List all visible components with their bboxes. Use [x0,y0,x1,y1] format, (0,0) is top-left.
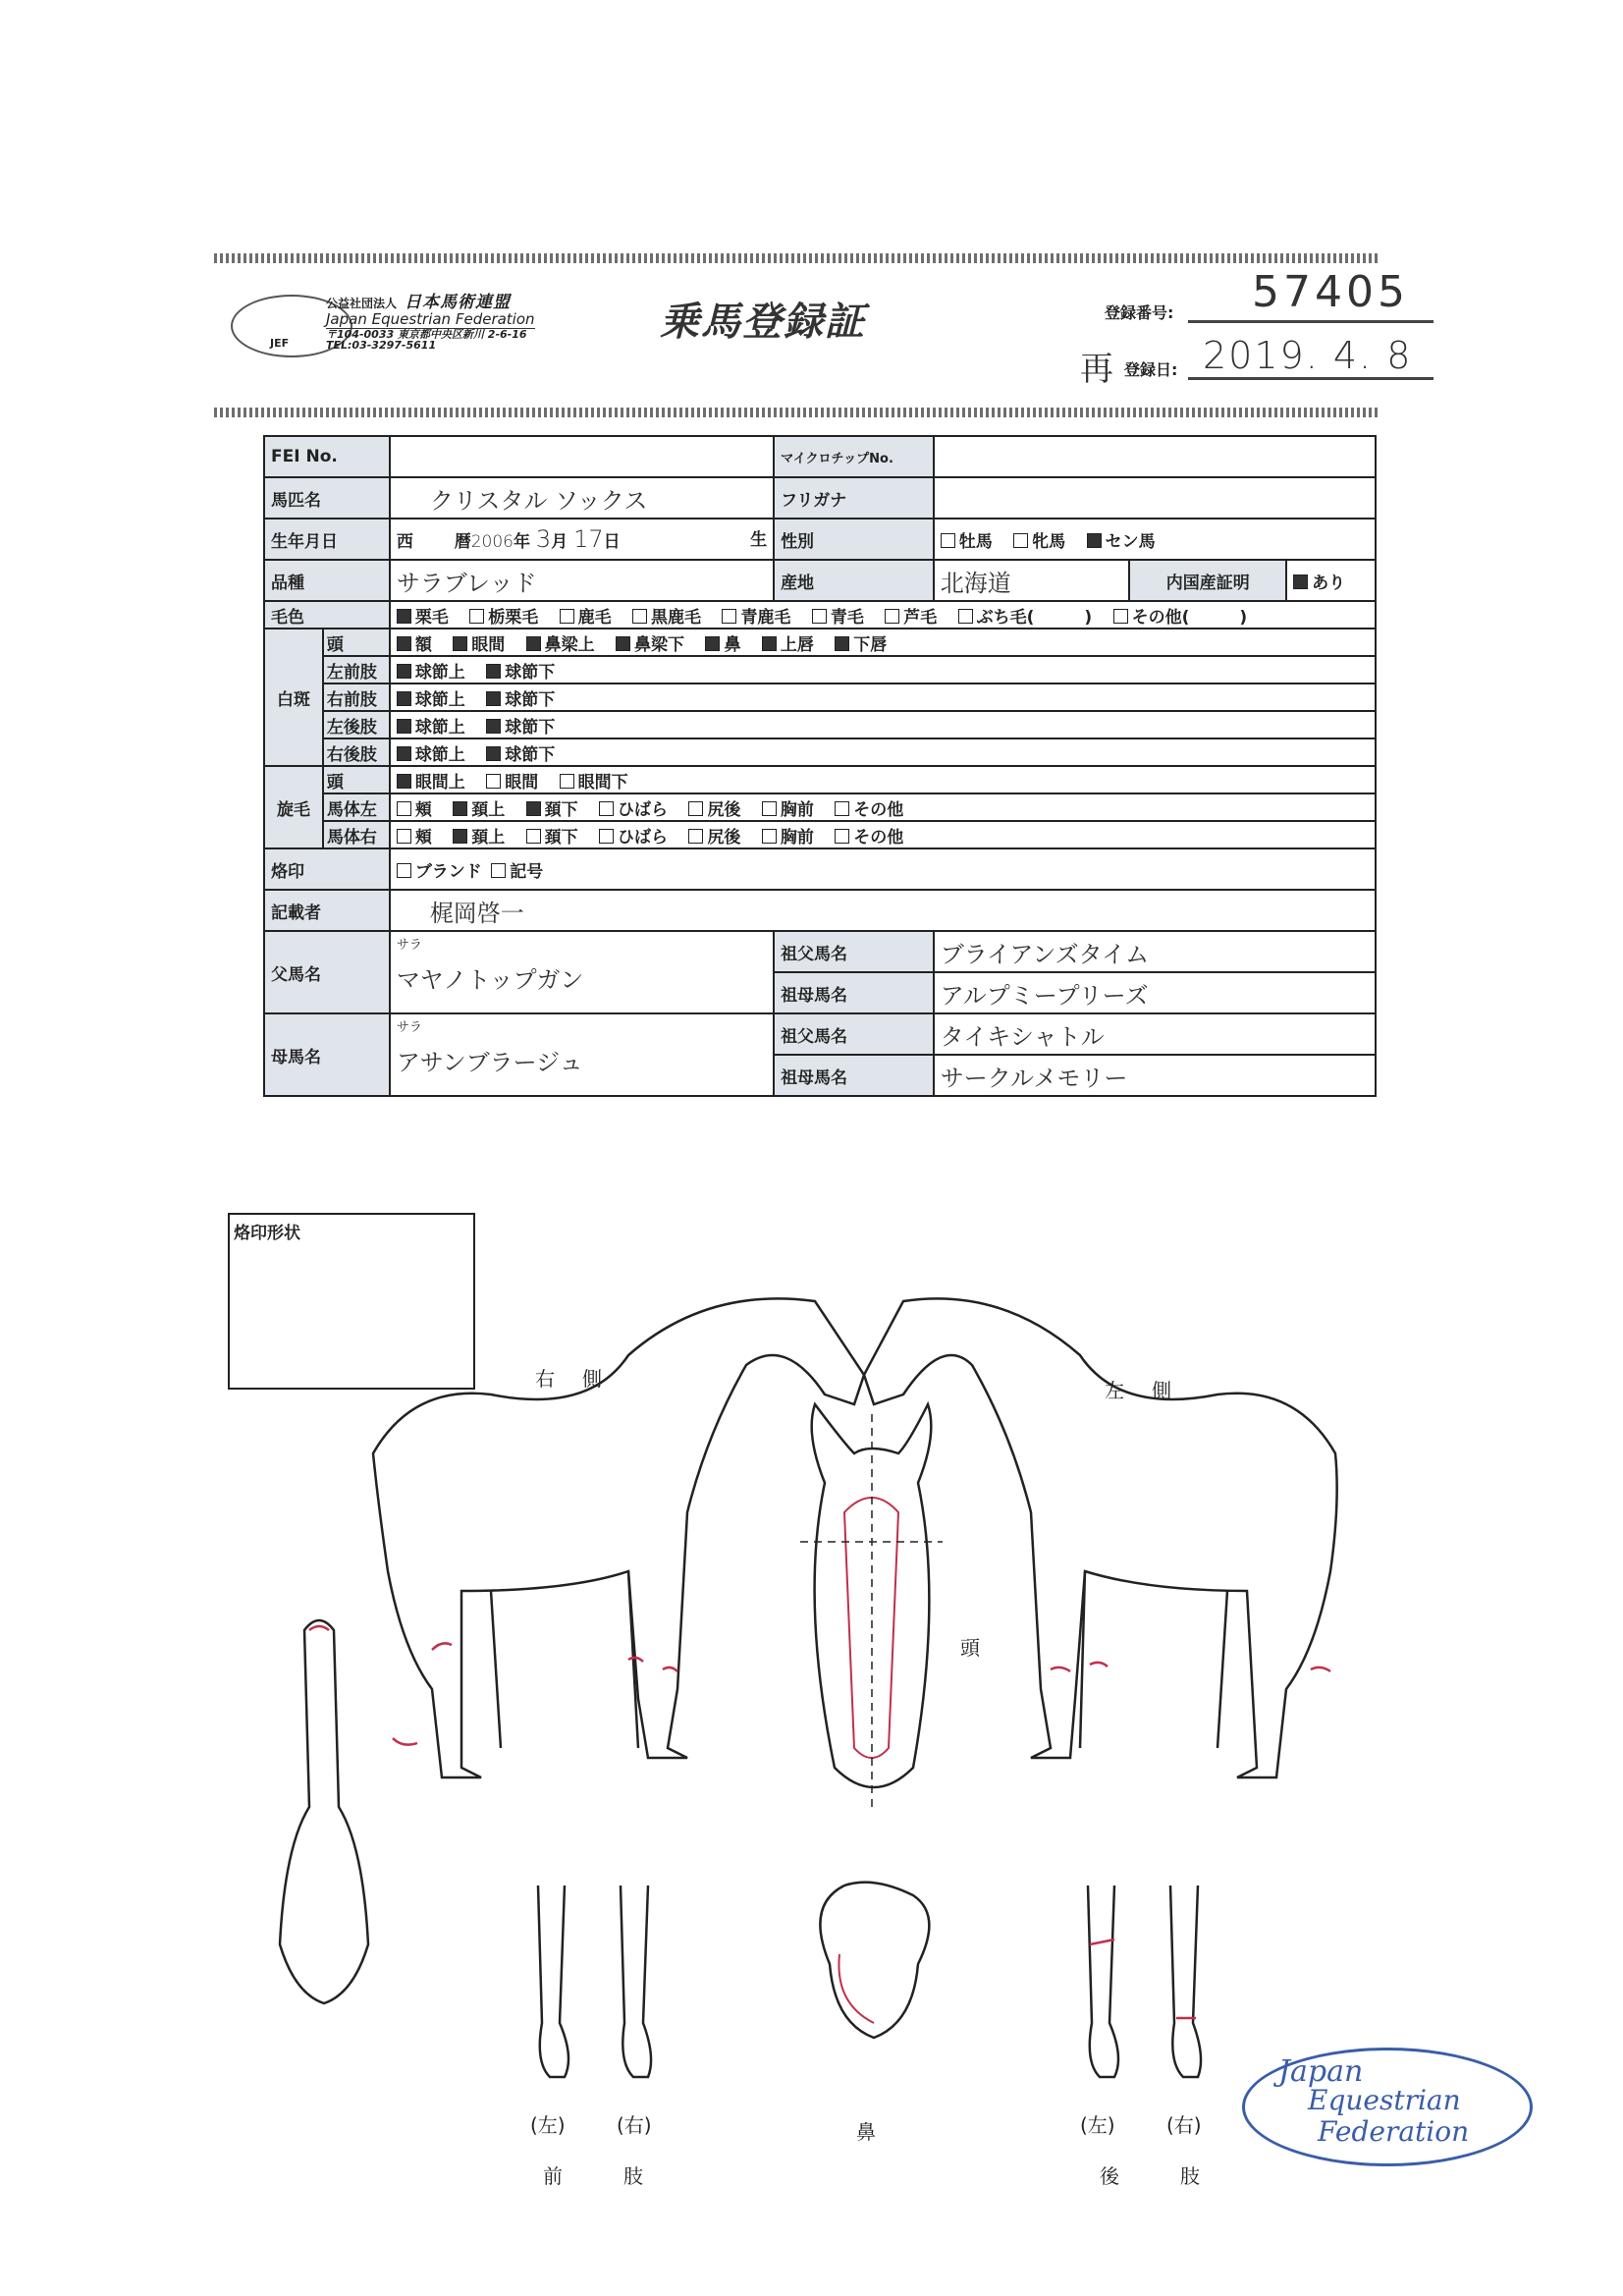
brand-option[interactable] [491,862,543,882]
nose-view-icon [820,1883,929,2038]
option-label: その他( ) [1131,607,1248,628]
option-label: 頬 [414,799,432,820]
hindlimbs-icon [1088,1886,1201,2077]
brand-shape-label: 烙印形状 [234,1224,300,1243]
recorder-value[interactable]: 梶岡啓一 [390,890,1376,931]
dam-grandsire-value[interactable]: タイキシャトル [934,1013,1376,1055]
whorl-left-options [390,793,1376,821]
year-unit: 年 [514,532,530,552]
fore-left-label: (左) [530,2113,566,2137]
checkbox-icon [958,609,973,624]
coat-option[interactable] [1113,608,1248,628]
option-label: 額 [414,634,432,655]
reg-date-label: 登録日: [1124,360,1178,379]
coat-label: 毛色 [264,601,390,629]
checkbox-checked-icon [486,719,501,734]
jef-stamp [1242,2048,1533,2166]
row-white-head [264,629,1376,656]
row-whorl-left [264,793,1376,821]
reg-number-underline [1188,320,1434,323]
checkbox-checked-icon [705,636,720,651]
checkbox-checked-icon [486,664,501,679]
whorl-option[interactable] [688,828,740,847]
option-label: ひばら [618,827,669,847]
checkbox-icon [491,863,506,878]
option-label: 鹿毛 [577,607,612,628]
coat-option[interactable] [812,608,864,628]
option-label: 栗毛 [414,607,449,628]
header-bottom-border [214,408,1378,417]
white-option[interactable] [762,635,814,655]
era-2: 暦 [454,532,471,552]
coat-option[interactable] [397,608,449,628]
domestic-cert-option[interactable] [1286,560,1376,601]
checkbox-icon [835,801,849,816]
right-side-label: 右側 [535,1367,629,1391]
whorl-option[interactable] [835,800,903,820]
coat-option[interactable] [560,608,612,628]
stamp-line-2: Equestrian [1308,2084,1461,2116]
forelimb-label: 前肢 [543,2164,704,2188]
row-name [264,477,1376,519]
coat-option[interactable] [885,608,937,628]
breed-value[interactable]: サラブレッド [390,560,774,601]
sire-granddam-value[interactable]: アルプミープリーズ [934,972,1376,1013]
row-dam-1 [264,1013,1376,1055]
whorl-option[interactable] [526,828,578,847]
option-label: あり [1312,573,1346,593]
option-label: その他 [853,827,904,847]
option-label: 青毛 [830,607,864,628]
checkbox-icon [397,829,411,844]
checkbox-checked-icon [453,636,467,651]
org-name-en: Japan Equestrian Federation [326,310,535,328]
checkbox-checked-icon [397,636,411,651]
origin-value[interactable]: 北海道 [934,560,1130,601]
white-option[interactable] [486,745,555,765]
option-label: 下唇 [853,634,888,655]
option-label: 球節上 [414,717,465,738]
brand-option[interactable] [397,862,482,882]
document-title: 乗馬登録証 [660,300,866,345]
whorl-option[interactable] [397,828,432,847]
checkbox-checked-icon [526,636,541,651]
furigana-value[interactable] [934,477,1376,519]
registration-form [263,435,1377,1097]
checkbox-checked-icon [397,719,411,734]
option-label: 眼間 [505,772,539,793]
checkbox-icon [722,609,736,624]
organization-block [326,295,535,351]
whorl-option[interactable] [486,773,538,793]
reg-number: 57405 [1252,267,1409,317]
option-label: 球節下 [505,689,556,710]
option-label: 青鹿毛 [740,607,791,628]
birth-day: 17 [573,525,604,553]
checkbox-icon [599,829,614,844]
whorl-option[interactable] [397,800,432,820]
coat-option[interactable] [722,608,790,628]
microchip-label: マイクロチップNo. [774,436,934,477]
row-birth [264,519,1376,560]
whorl-option[interactable] [688,800,740,820]
reg-date: 2019. 4. 8 [1203,334,1413,377]
checkbox-checked-icon [397,774,411,789]
birth-value[interactable] [390,519,774,560]
checkbox-checked-icon [762,636,777,651]
option-label: セン馬 [1105,531,1156,552]
option-label: 牡馬 [958,531,993,552]
checkbox-icon [1113,609,1128,624]
row-fei [264,436,1376,477]
row-white-left-fore [264,656,1376,683]
row-white-right-fore [264,683,1376,711]
whorl-option[interactable] [397,773,465,793]
coat-options [390,601,1376,629]
option-label: 黒鹿毛 [651,607,702,628]
checkbox-icon [560,609,574,624]
option-label: 尻後 [707,799,741,820]
furigana-label: フリガナ [774,477,934,519]
option-label: 鼻梁下 [634,634,685,655]
fore-right-label: (右) [617,2113,652,2137]
option-label: ぶち毛( ) [976,607,1093,628]
brand-options [390,848,1376,890]
row-recorder [264,890,1376,931]
checkbox-icon [941,533,955,548]
origin-label: 産地 [774,560,934,601]
breed-label: 品種 [264,560,390,601]
option-label: 上唇 [780,634,814,655]
org-tel: TEL:03-3297-5611 [326,339,437,352]
dam-name: アサンブラージュ [396,1049,583,1076]
sire-label: 父馬名 [264,931,390,1013]
birth-year: 2006 [470,532,514,552]
hind-right-label: (右) [1166,2113,1202,2137]
option-label: 頚下 [544,827,578,847]
sire-value-cell[interactable] [390,931,774,1013]
whorl-right-label: 馬体右 [323,821,390,848]
dam-grandsire-label: 祖父馬名 [774,1013,934,1055]
option-label: 鼻梁上 [544,634,595,655]
sire-name: マヤノトップガン [396,966,584,994]
sex-option-gelding[interactable] [1087,532,1156,552]
option-label: 芦毛 [903,607,938,628]
header-top-border [214,253,1378,263]
birth-label: 生年月日 [264,519,390,560]
whorl-option[interactable] [762,800,814,820]
org-name-ja: 日本馬術連盟 [405,293,512,312]
checkbox-icon [469,609,484,624]
coat-option[interactable] [469,608,538,628]
whorls-label: 旋毛 [264,766,323,848]
coat-option[interactable] [632,608,701,628]
stamp-line-1: Japan [1278,2054,1364,2089]
option-label: 鼻 [724,634,741,655]
whorl-head-label: 頭 [323,766,390,793]
dam-value-cell[interactable] [390,1013,774,1096]
checkbox-icon [397,863,411,878]
white-left-hind-options [390,711,1376,738]
reg-date-underline [1188,377,1434,380]
sex-option-stallion[interactable] [941,532,993,552]
checkbox-checked-icon [526,801,541,816]
sex-options [934,519,1376,560]
white-option[interactable] [616,635,684,655]
white-option[interactable] [835,635,887,655]
fei-no-value[interactable] [390,436,774,477]
reg-number-label: 登録番号: [1105,303,1174,322]
whorl-right-options [390,821,1376,848]
domestic-cert-label: 内国産証明 [1129,560,1286,601]
white-marks-label: 白斑 [264,629,323,766]
option-label: ひばら [618,799,669,820]
checkbox-checked-icon [453,829,467,844]
microchip-value[interactable] [934,436,1376,477]
horse-name-label: 馬匹名 [264,477,390,519]
sex-label: 性別 [774,519,934,560]
whorl-option[interactable] [835,828,903,847]
checkbox-icon [632,609,647,624]
sire-grandsire-value[interactable]: ブライアンズタイム [934,931,1376,972]
white-option[interactable] [397,690,465,710]
option-label: 胸前 [780,799,814,820]
whorl-option[interactable] [453,800,505,820]
whorl-option[interactable] [599,828,668,847]
checkbox-icon [762,801,777,816]
option-label: 球節下 [505,744,556,765]
option-label: 栃栗毛 [488,607,539,628]
checkbox-checked-icon [397,664,411,679]
dam-granddam-label: 祖母馬名 [774,1055,934,1096]
checkbox-icon [688,801,703,816]
checkbox-icon [835,829,849,844]
white-left-fore-label: 左前肢 [323,656,390,683]
checkbox-checked-icon [453,801,467,816]
checkbox-checked-icon [835,636,849,651]
row-whorl-right [264,821,1376,848]
white-option[interactable] [453,635,505,655]
stamp-line-3: Federation [1318,2115,1470,2148]
option-label: 球節下 [505,662,556,683]
org-prefix: 公益社団法人 [326,297,398,310]
hindlimb-label: 後肢 [1100,2164,1261,2188]
coat-option[interactable] [958,608,1093,628]
checkbox-checked-icon [486,746,501,761]
row-coat [264,601,1376,629]
white-head-options [390,629,1376,656]
white-option[interactable] [486,663,555,683]
left-side-label: 左側 [1105,1379,1199,1402]
checkbox-checked-icon [397,691,411,706]
checkbox-icon [599,801,614,816]
dam-granddam-value[interactable]: サークルメモリー [934,1055,1376,1096]
whorl-head-options [390,766,1376,793]
checkbox-checked-icon [1087,533,1102,548]
birth-suffix: 生 [750,530,768,550]
checkbox-icon [486,774,501,789]
white-option[interactable] [397,745,465,765]
whorl-left-label: 馬体左 [323,793,390,821]
option-label: 球節上 [414,744,465,765]
checkbox-icon [812,609,827,624]
option-label: 記号 [510,861,544,882]
checkbox-checked-icon [616,636,630,651]
white-option[interactable] [705,635,740,655]
month-unit: 月 [551,532,568,552]
option-label: 球節上 [414,662,465,683]
option-label: 球節下 [505,717,556,738]
dam-breed: サラ [396,1020,422,1035]
option-label: 眼間下 [577,772,628,793]
row-sire-1 [264,931,1376,972]
checkbox-icon [688,829,703,844]
head-label: 頭 [960,1636,1007,1660]
white-head-label: 頭 [323,629,390,656]
horse-top-view-icon [280,1620,368,2003]
logo-text: JEF [270,337,290,350]
checkbox-icon [397,801,411,816]
checkbox-icon [526,829,541,844]
org-address: 〒104-0033 東京都中央区新川 2-6-16 [326,328,527,341]
dam-label: 母馬名 [264,1013,390,1096]
checkbox-icon [762,829,777,844]
white-right-hind-options [390,738,1376,766]
checkbox-icon [1013,533,1028,548]
re-registration-mark: 再 [1080,350,1113,389]
option-label: 眼間上 [414,772,465,793]
checkbox-checked-icon [397,746,411,761]
option-label: ブランド [414,861,482,882]
option-label: 頚下 [544,799,578,820]
checkbox-checked-icon [1293,574,1308,589]
checkbox-icon [885,609,899,624]
row-brand [264,848,1376,890]
horse-head-front-icon [800,1404,943,1807]
whorl-option[interactable] [560,773,628,793]
white-option[interactable] [397,663,465,683]
option-label: 眼間 [471,634,506,655]
option-label: 球節上 [414,689,465,710]
row-breed [264,560,1376,601]
birth-month: 3 [535,525,552,553]
white-option[interactable] [526,635,595,655]
checkbox-checked-icon [397,609,411,624]
sire-granddam-label: 祖母馬名 [774,972,934,1013]
row-whorl-head [264,766,1376,793]
whorl-option[interactable] [599,800,668,820]
sire-breed: サラ [396,938,422,953]
white-option[interactable] [397,718,465,738]
option-label: 牝馬 [1032,531,1066,552]
row-white-left-hind [264,711,1376,738]
sex-option-mare[interactable] [1013,532,1065,552]
white-option[interactable] [486,718,555,738]
brand-label: 烙印 [264,848,390,890]
horse-right-side-icon [373,1298,864,1777]
horse-left-side-icon [864,1298,1337,1777]
hind-left-label: (左) [1080,2113,1115,2137]
horse-name-value[interactable]: クリスタル ソックス [390,477,774,519]
option-label: 頚上 [471,827,506,847]
white-right-fore-options [390,683,1376,711]
day-unit: 日 [603,532,621,552]
white-option[interactable] [397,635,432,655]
white-right-fore-label: 右前肢 [323,683,390,711]
fei-no-label: FEI No. [264,436,390,477]
nose-label: 鼻 [856,2120,903,2144]
forelimbs-icon [538,1886,651,2077]
white-right-hind-label: 右後肢 [323,738,390,766]
white-option[interactable] [486,690,555,710]
option-label: 尻後 [707,827,741,847]
row-white-right-hind [264,738,1376,766]
checkbox-checked-icon [486,691,501,706]
whorl-option[interactable] [762,828,814,847]
white-left-hind-label: 左後肢 [323,711,390,738]
option-label: 頚上 [471,799,506,820]
era-1: 西 [396,532,413,552]
option-label: 胸前 [780,827,814,847]
option-label: その他 [853,799,904,820]
sire-grandsire-label: 祖父馬名 [774,931,934,972]
whorl-option[interactable] [453,828,505,847]
recorder-label: 記載者 [264,890,390,931]
white-left-fore-options [390,656,1376,683]
option-label: 頬 [414,827,432,847]
whorl-option[interactable] [526,800,578,820]
checkbox-icon [560,774,574,789]
